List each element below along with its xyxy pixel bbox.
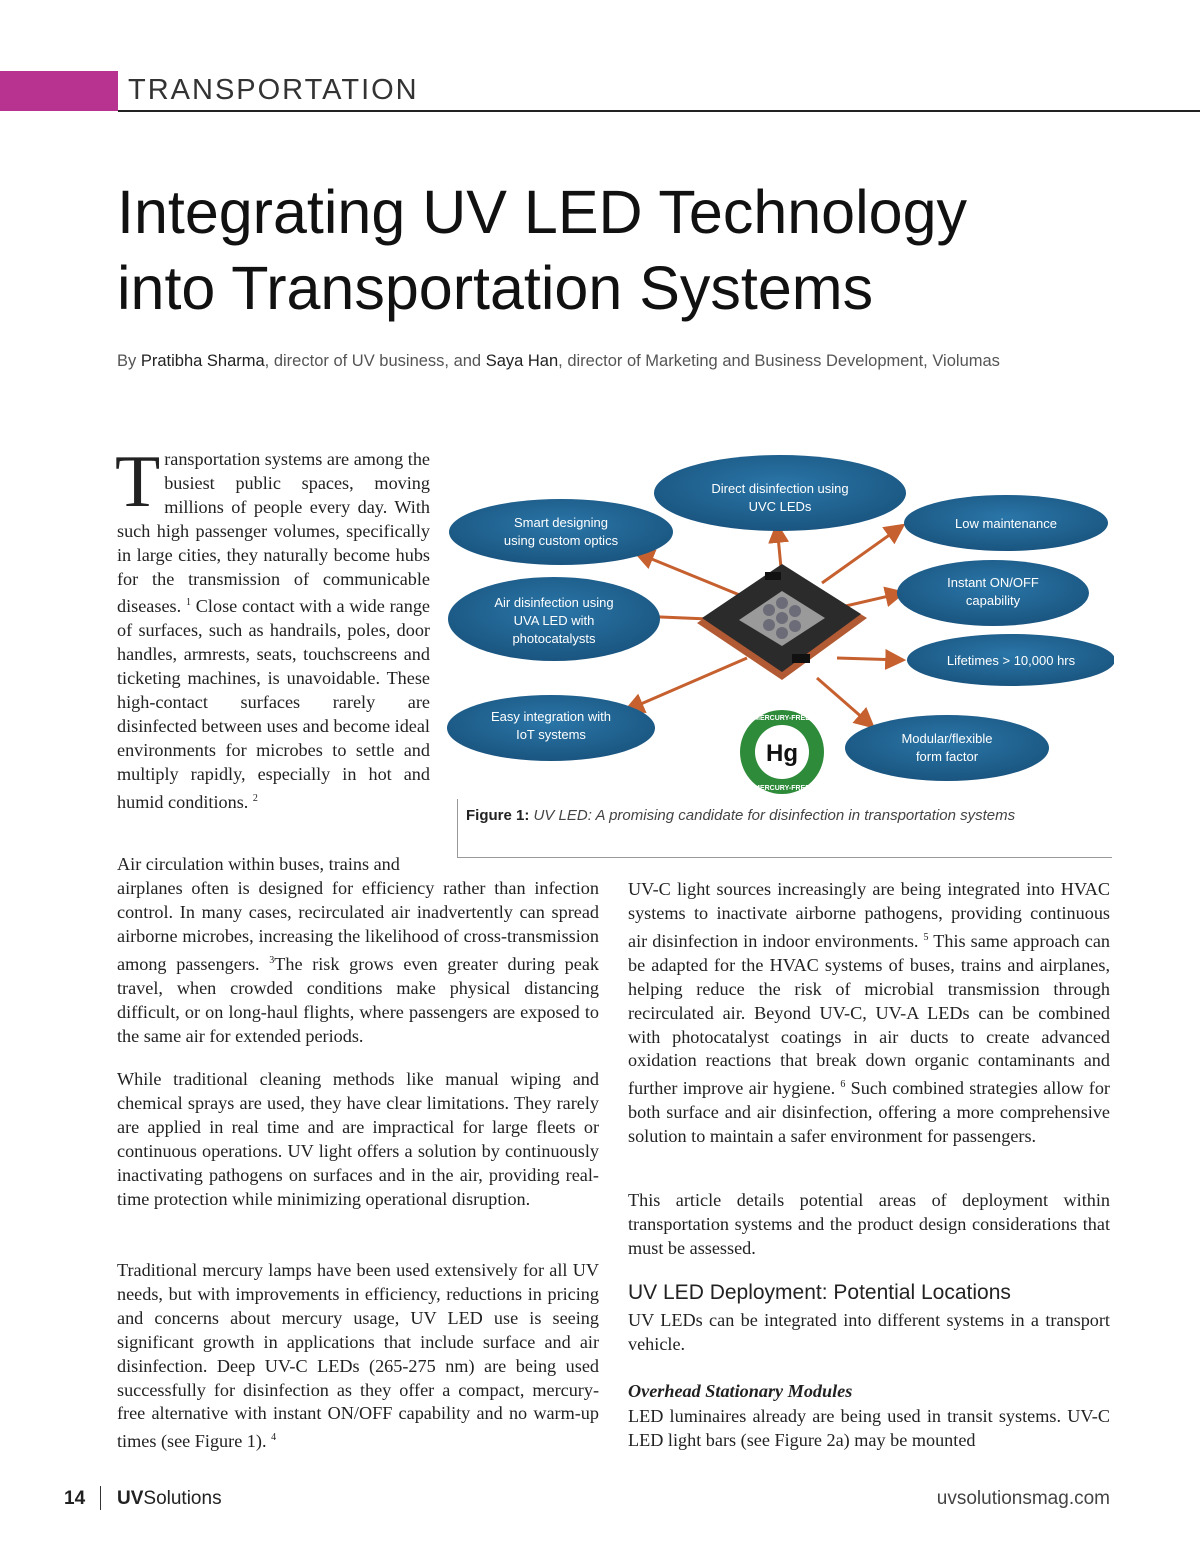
figure-caption-label: Figure 1:	[466, 807, 530, 824]
article-scope-paragraph: This article details potential areas of deployment within transportation systems and the product design considerations that must be assessed.	[628, 1190, 1110, 1258]
arrow-smart	[637, 553, 747, 598]
hvac-text: UV-C light sources increasingly are being integrated into HVAC systems to inactivate airborne pathogens, providing continuous air disinfection in indoor environments.	[628, 879, 1110, 951]
bubble-iot	[447, 695, 655, 761]
ref-3: 3	[269, 954, 275, 966]
mercury-paragraph	[117, 1259, 599, 1454]
section-color-bar	[0, 71, 118, 111]
bubble-direct-line2: UVC LEDs	[748, 499, 812, 514]
bubble-lifetime-line1: Lifetimes > 10,000 hrs	[946, 653, 1076, 668]
page-number: 14	[64, 1488, 86, 1509]
bubble-lifetime	[907, 634, 1114, 686]
arrow-modular	[817, 678, 872, 726]
bubble-air-line1: Air disinfection using	[494, 595, 614, 610]
bubble-air-line3: photocatalysts	[512, 631, 596, 646]
bubble-air	[448, 577, 660, 661]
ref-1: 1	[185, 597, 191, 609]
arrow-maint	[822, 526, 902, 583]
intro-text: ransportation systems are among the busiest public spaces, moving millions of people every day. With such high passenger volumes, specifically in large cities, they naturally become hubs for the transmission of communicable diseases.	[117, 449, 430, 617]
footer-separator	[100, 1486, 101, 1510]
overhead-heading: Overhead Stationary Modules	[628, 1381, 853, 1401]
cleaning-paragraph: While traditional cleaning methods like manual wiping and chemical sprays are used, they have clear limitations. They rarely are applied in real time and are impractical for large fleets or continuous operations. UV light offers a solution by continuously inactivating pathogens on surfaces and in the air, providing real-time protection while minimizing operational disruption.	[117, 1069, 599, 1209]
bubble-iot-line2: IoT systems	[516, 727, 586, 742]
bubble-smart-line1: Smart designing	[514, 515, 608, 530]
figure-1-diagram	[447, 448, 1114, 800]
author-role-1: , director of UV business, and	[264, 352, 486, 370]
air-paragraph-start: Air circulation within buses, trains and	[117, 854, 400, 874]
bubble-modular-line1: Modular/flexible	[901, 731, 993, 746]
mercury-text: Traditional mercury lamps have been used extensively for all UV needs, but with improvements in efficiency, reductions in pricing and concerns about mercury usage, UV LED use is seeing significant growth in applications that include surface and air disinfection. Deep UV-C LEDs (265-275 nm) are being used successfully for disinfection as they offer a compact, mercury-free alternative with instant ON/OFF capability and no warm-up times (see Figure 1).	[117, 1260, 599, 1452]
magazine-name	[117, 1488, 222, 1510]
ref-6: 6	[840, 1079, 846, 1091]
title-line-2: into Transportation Systems	[117, 254, 874, 322]
section-rule	[118, 110, 1200, 112]
badge-ring-bottom: MERCURY-FREE	[754, 785, 810, 792]
bubble-modular-line2: form factor	[915, 749, 979, 764]
figure-caption-text: UV LED: A promising candidate for disinfection in transportation systems	[529, 807, 1016, 824]
bubble-direct	[654, 455, 906, 531]
bubble-maintenance	[904, 495, 1108, 551]
bubble-iot-line1: Easy integration with	[491, 709, 611, 724]
deployment-heading: UV LED Deployment: Potential Locations	[628, 1281, 1011, 1304]
bubble-onoff-line1: Instant ON/OFF	[947, 575, 1039, 590]
bubble-onoff	[897, 560, 1089, 626]
badge-hg-symbol: Hg	[766, 740, 798, 767]
hvac-text-2: This same approach can be adapted for the HVAC systems of buses, trains and airplanes, helping reduce the risk of microbial transmission through recirculated air. Beyond UV-C, UV-A LEDs can be combined with photocatalyst coatings in air ducts to create advanced oxidation reactions that break down organic contaminants and further improve air hygiene.	[628, 930, 1111, 1099]
intro-text-2: Close contact with a wide range of surfaces, such as handrails, poles, door handles, armrests, seats, touchscreens and ticketing machines, is unavoidable. These high-contact surfaces rarely are disinfected between uses and become ideal environments for microbes to settle and multiply rapidly, especially in hot and humid conditions.	[117, 596, 431, 812]
byline-by: By	[117, 352, 141, 370]
byline	[117, 349, 1107, 373]
article-title	[117, 174, 1177, 326]
author-name-2: Saya Han	[485, 352, 559, 370]
air-paragraph	[117, 877, 599, 1048]
drop-cap: T	[115, 441, 161, 523]
uv-led-module	[697, 564, 867, 680]
bubble-modular	[845, 715, 1049, 781]
overhead-paragraph: LED luminaires already are being used in transit systems. UV-C LED light bars (see Figure 2a) may be mounted	[628, 1406, 1110, 1450]
magazine-name-bold: UV	[117, 1488, 144, 1509]
mercury-free-badge	[740, 710, 824, 794]
air-text: airplanes often is designed for efficiency rather than infection control. In many cases, recirculated air inadvertently can spread airborne microbes, increasing the likelihood of cross-transmission among passengers.	[117, 878, 599, 974]
ref-4: 4	[271, 1432, 277, 1444]
bubble-maintenance-line1: Low maintenance	[955, 516, 1057, 531]
website-url[interactable]: uvsolutionsmag.com	[936, 1488, 1110, 1509]
bubble-smart-line2: using custom optics	[503, 533, 619, 548]
ref-2: 2	[252, 792, 258, 804]
figure-caption	[466, 805, 1096, 827]
arrow-life	[837, 658, 902, 660]
author-name-1: Pratibha Sharma	[140, 352, 265, 370]
bubble-air-line2: UVA LED with	[513, 613, 595, 628]
hvac-paragraph	[628, 878, 1110, 1149]
ref-5: 5	[923, 931, 929, 943]
hvac-text-3: Such combined strategies allow for both surface and air disinfection, offering a more comprehensive solution to maintain a safer environment for passengers.	[628, 1078, 1110, 1147]
bubble-onoff-line2: capability	[965, 593, 1021, 608]
arrow-iot	[627, 658, 747, 710]
air-text-2: The risk grows even greater during peak travel, when crowded conditions make physical distancing difficult, or on long-haul flights, where passengers are exposed to the same air for extended periods.	[117, 953, 600, 1046]
deployment-paragraph: UV LEDs can be integrated into different systems in a transport vehicle.	[628, 1310, 1110, 1354]
intro-paragraph	[115, 441, 431, 815]
magazine-name-regular: Solutions	[143, 1488, 222, 1509]
author-role-2: , director of Marketing and Business Development, Violumas	[558, 352, 1000, 370]
bubble-direct-line1: Direct disinfection using	[711, 481, 849, 496]
section-label: TRANSPORTATION	[128, 74, 419, 106]
badge-ring-top: MERCURY-FREE	[754, 715, 810, 722]
title-line-1: Integrating UV LED Technology	[117, 178, 968, 246]
bubble-smart	[449, 499, 673, 565]
